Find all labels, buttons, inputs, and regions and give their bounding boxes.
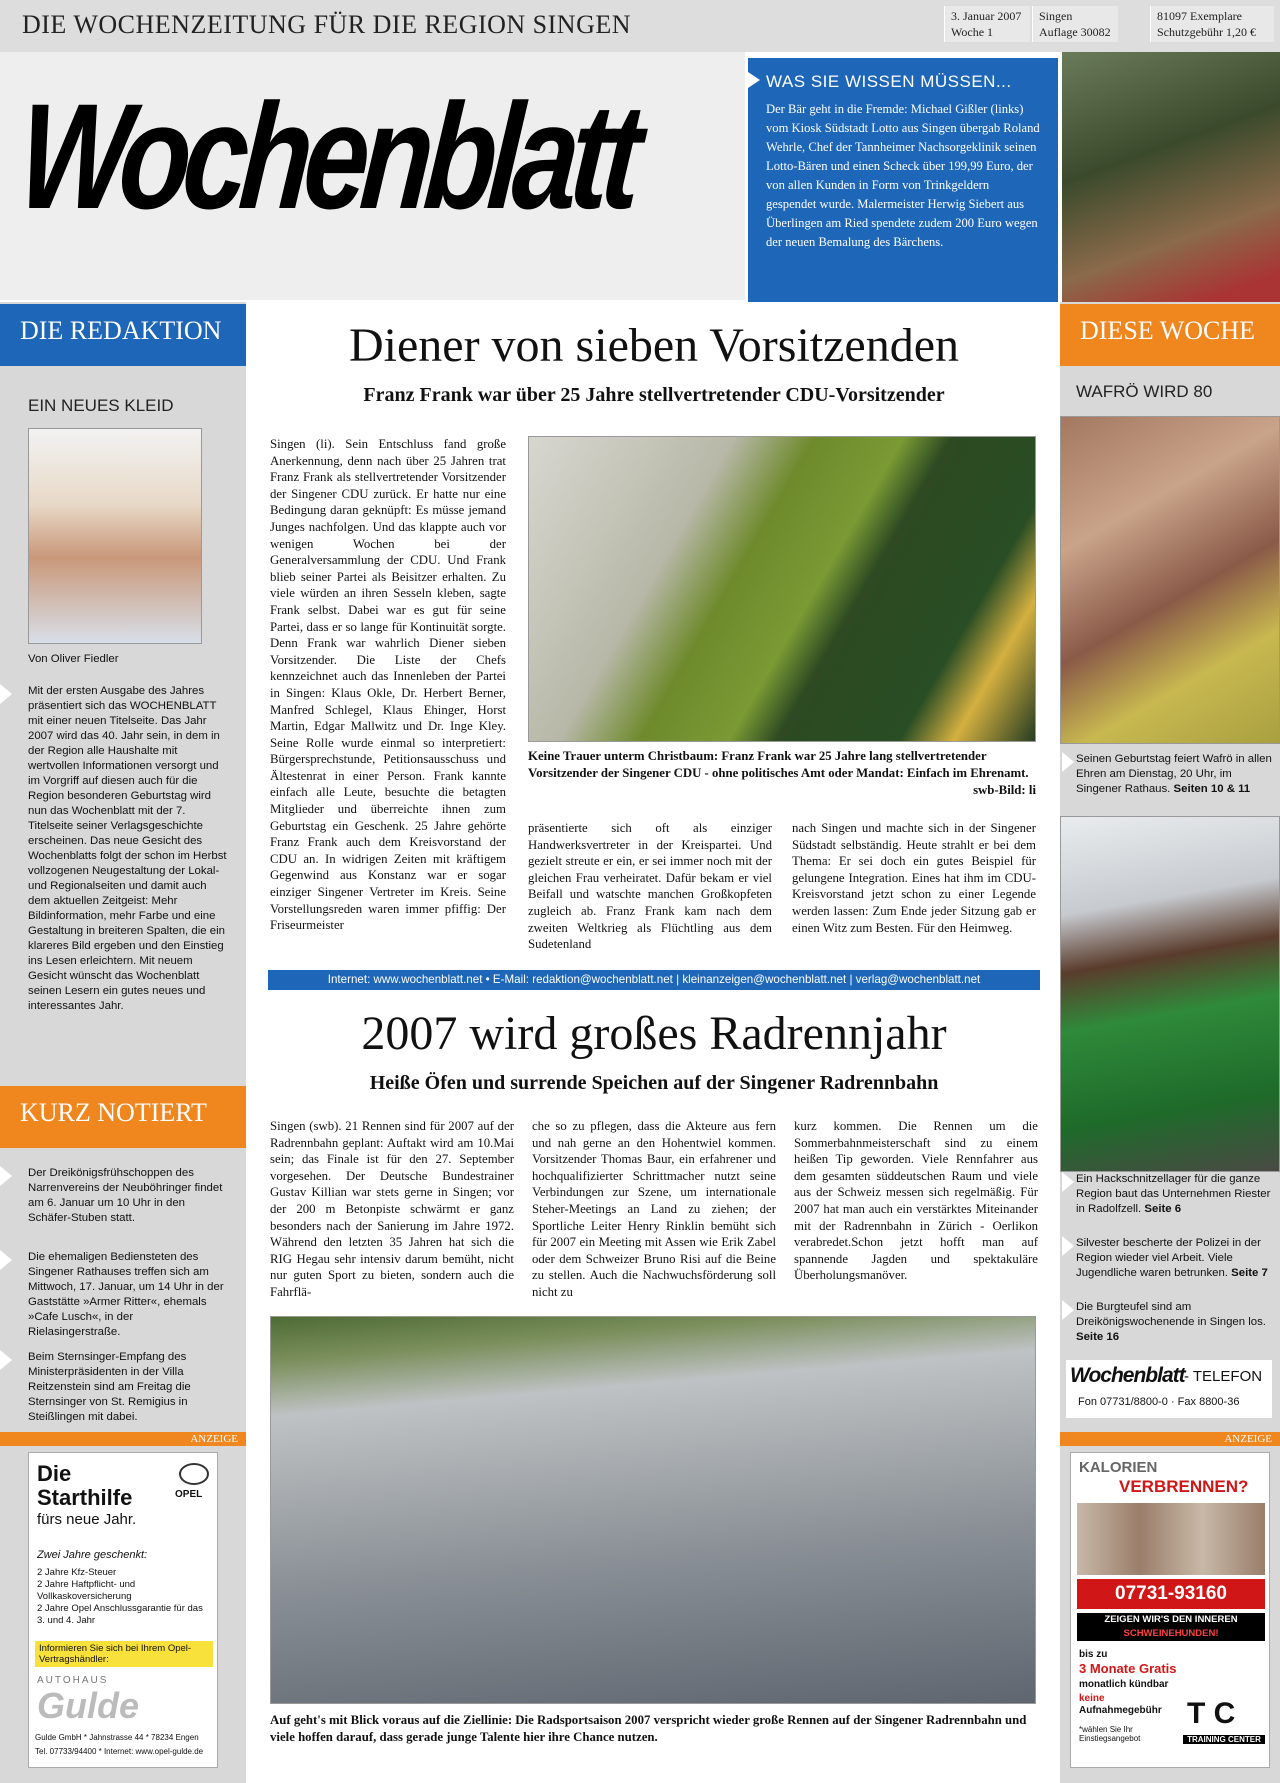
article1-headline: Diener von sieben Vorsitzenden xyxy=(348,319,960,372)
article2-col2: che so zu pflegen, dass die Akteure aus fern und nah gerne an den Hohentwiel kommen. Vorsitzender Thomas Baur, ein erfahrener und hochqualifizierter Schrittmacher nutzt seine Verbindungen zur Szene, um internationale Steher-Meetings an Land zu ziehen; der Sportliche Leiter Henry Rinklin bemüht sich für 2007 ein Meeting mit Assen wie Erik Zabel oder dem Schweizer Bruno Risi auf die Beine zu stellen. Auch die Nachwuchsförderung soll nicht zu xyxy=(532,1119,776,1299)
opel-ad-line1: Die xyxy=(37,1461,72,1486)
article2-headline: 2007 wird großes Radrennjahr xyxy=(361,1007,947,1060)
bullet-arrow-icon xyxy=(1062,752,1076,772)
diese-woche-kicker: WAFRÖ WIRD 80 xyxy=(1076,382,1213,401)
article2-col1: Singen (swb). 21 Rennen sind für 2007 auf der Radrennbahn geplant: Auftakt wird am 10.Mai sein; das Finale ist für den 27. September vorgesehen. Der Deutsche Bundestrainer Gustav Killian war stets gerne in Singen; vor der 200 m Betonpiste schwärmt er ganz besonders nach der Sanierung im Jahre 1972. Während den letzten 35 Jahren hat sich die RIG Hegau sehr intensiv darum bemüht, nicht nur guten Sport zu bieten, sondern auch die Fahrflä- xyxy=(270,1119,514,1299)
issue-fee: Schutzgebühr 1,20 € xyxy=(1157,25,1256,39)
teaser-4 xyxy=(1076,1300,1272,1345)
telefon-label: - TELEFON xyxy=(1184,1368,1263,1385)
opel-logo-icon xyxy=(179,1463,209,1485)
was-sie-wissen-text: Der Bär geht in die Fremde: Michael Gißler (links) vom Kiosk Südstadt Lotto aus Singen übergab Roland Wehrle, Chef der Tannheimer Nachsorgeklinik seinen Lotto-Bären und einen Scheck über 199,99 Euro, der von allen Kunden in Form von Trinkgeldern gespendet wurde. Malermeister Herwig Siebert aus Überlingen am Ried spendete zudem 200 Euro wegen der neuen Bemalung des Bärchens. xyxy=(766,102,1040,249)
opel-ad-item: 2 Jahre Opel Anschlussgarantie für das 3. und 4. Jahr xyxy=(37,1603,203,1626)
bullet-arrow-icon xyxy=(0,684,14,704)
issue-circulation: Auflage 30082 xyxy=(1039,25,1111,39)
teaser-1 xyxy=(1076,752,1272,797)
article1-col2: präsentierte sich oft als einziger Handwerksvertreter in der Kreispartei. Und gezielt streute er ein, er sei immer noch mit der gleichen Frau verheiratet. Dafür bekam er viel Beifall und watschte manchen Großkopfeten zugleich ab. Franz Frank kam nach dem zweiten Weltkrieg als Flüchtling aus dem Sudetenland xyxy=(528,821,772,952)
bullet-arrow-icon xyxy=(0,1166,14,1186)
fitness-offer4: keine xyxy=(1079,1693,1105,1704)
fitness-slogan1: ZEIGEN WIR'S DEN INNEREN xyxy=(1077,1613,1265,1627)
bullet-arrow-icon xyxy=(1062,1236,1076,1256)
teaser-3-page[interactable]: Seite 7 xyxy=(1231,1267,1268,1279)
contact-info-bar: Internet: www.wochenblatt.net • E-Mail: redaktion@wochenblatt.net | kleinanzeigen@wochenblatt.net | verlag@wochenblatt.net xyxy=(268,970,1040,990)
fitness-line1: KALORIEN xyxy=(1079,1459,1158,1476)
opel-ad-line3: fürs neue Jahr. xyxy=(37,1511,137,1528)
arrow-icon xyxy=(748,72,760,88)
tagline: DIE WOCHENZEITUNG FÜR DIE REGION SINGEN xyxy=(22,10,632,39)
teaser-2-page[interactable]: Seite 6 xyxy=(1144,1203,1182,1215)
teaser-4-text: Die Burgteufel sind am Dreikönigswochenende in Singen los. xyxy=(1076,1301,1266,1328)
teaser-2-text: Ein Hackschnitzellager für die ganze Region baut das Unternehmen Riester in Radolfzell. xyxy=(1076,1173,1271,1215)
fitness-offer5: Aufnahmegebühr xyxy=(1079,1705,1162,1716)
redaktion-text: Mit der ersten Ausgabe des Jahres präsentiert sich das WOCHENBLATT mit einer neuen Titelseite. Das Jahr 2007 wird das 40. Jahr sein, in dem in der Region alle Haushalte mit wertvollen Informationen versorgt und im Vorgriff auf diesen auch für die Region besonderen Geburtstag wird nun das Wochenblatt mit der 7. Titelseite seiner Verlagsgeschichte erscheinen. Das neue Gesicht des Wochenblatts folgt der schon im Herbst vollzogenen Neugestaltung der Lokal- und Regionalseiten und damit auch dem aktuellen Zeitgeist: Mehr Bildinformation, mehr Farbe und eine Gestaltung in breiteren Spalten, die ein klareres Bild ergeben und den Einstieg ins Lesen erleichtern. Mit neuem Gesicht wünscht das Wochenblatt seinen Lesern ein gutes neues und interessantes Jahr. xyxy=(28,685,227,1012)
pigs-image xyxy=(1077,1503,1265,1575)
issue-date: 3. Januar 2007 xyxy=(951,9,1022,23)
teaser-3 xyxy=(1076,1236,1272,1281)
redaktion-header: DIE REDAKTION xyxy=(0,304,246,366)
opel-ad-note: Informieren Sie sich bei Ihrem Opel-Vertragshändler: xyxy=(35,1641,213,1667)
was-sie-wissen-title: WAS SIE WISSEN MÜSSEN... xyxy=(766,72,1012,91)
issue-copies: 81097 Exemplare xyxy=(1157,9,1242,23)
issue-place: Singen xyxy=(1039,9,1073,23)
bullet-arrow-icon xyxy=(0,1250,14,1270)
fitness-offer3: monatlich kündbar xyxy=(1079,1679,1169,1690)
article2-col3: kurz kommen. Die Rennen um die Sommerbahnmeisterschaft sind zu einem heißen Tip geworden. Viele Rennfahrer aus dem gesamten süddeutschen Raum und viele aus der Schweiz messen sich regelmäßig. Für 2007 hat man auch ein verstärktes Miteinander mit der Radrennbahn in Zürich - Oerlikon verabredet.Schon jetzt hofft man auf spannende Jagden und spektakuläre Überholungsmanöver. xyxy=(794,1119,1038,1283)
diese-woche-header: DIESE WOCHE xyxy=(1060,304,1280,366)
opel-ad-item: 2 Jahre Haftpflicht- und Vollkaskoversicherung xyxy=(37,1579,136,1602)
was-sie-wissen-box xyxy=(748,58,1058,302)
dealer-name: Gulde xyxy=(37,1685,140,1726)
telefon-box xyxy=(1066,1360,1272,1418)
ad-label-right: ANZEIGE xyxy=(1060,1432,1280,1446)
article1-col3: nach Singen und machte sich in der Singener Südstadt selbständig. Heute strahlt er bei dem Thema: Er sei doch ein gutes Beispiel für gelungene Integration. Eines hat ihm im CDU-Kreisvorstand jetzt schon zu einer Legende werden lassen: Zum Ende jeder Sitzung gab er einen Witz zum Besten. Für den Heimweg. xyxy=(792,821,1036,935)
redaktion-kicker: EIN NEUES KLEID xyxy=(28,396,174,415)
teaser-4-page[interactable]: Seite 16 xyxy=(1076,1331,1120,1343)
fitness-brand: T C xyxy=(1187,1697,1236,1730)
telefon-logo: Wochenblatt xyxy=(1070,1364,1185,1387)
teaser-1-text: Seinen Geburtstag feiert Wafrö in allen Ehren am Dienstag, 20 Uhr, im Singener Rathaus. xyxy=(1076,753,1272,795)
kurz-item-3: Beim Sternsinger-Empfang des Ministerpräsidenten in der Villa Reitzenstein sind am Freitag die Sternsinger von St. Remigius in Steißlingen mit dabei. xyxy=(28,1351,191,1423)
opel-ad xyxy=(28,1452,218,1768)
bullet-arrow-icon xyxy=(1062,1300,1076,1320)
masthead-logo: Wochenblatt xyxy=(12,72,641,240)
wafroe-photo xyxy=(1060,416,1280,744)
dealer-small: AUTOHAUS xyxy=(37,1675,109,1686)
fitness-offer2: 3 Monate Gratis xyxy=(1079,1661,1177,1676)
opel-ad-line2: Starthilfe xyxy=(37,1485,133,1510)
article1-subhead: Franz Frank war über 25 Jahre stellvertretender CDU-Vorsitzender xyxy=(363,384,945,406)
fitness-slogan2: SCHWEINEHUNDEN! xyxy=(1077,1627,1265,1641)
issue-copies-box xyxy=(1150,6,1274,42)
fitness-line2: VERBRENNEN? xyxy=(1119,1477,1249,1496)
fitness-phone: 07731-93160 xyxy=(1077,1579,1265,1609)
dealer-address: Gulde GmbH * Jahnstrasse 44 * 78234 Engen xyxy=(35,1733,199,1742)
wood-chip-photo xyxy=(1060,816,1280,1172)
editor-portrait xyxy=(28,428,202,644)
bullet-arrow-icon xyxy=(1062,1172,1076,1192)
redaktion-byline: Von Oliver Fiedler xyxy=(28,653,119,665)
fitness-ad xyxy=(1070,1452,1270,1768)
ad-label-left: ANZEIGE xyxy=(0,1432,246,1446)
issue-date-box xyxy=(944,6,1030,42)
article1-caption: Keine Trauer unterm Christbaum: Franz Frank war 25 Jahre lang stellvertretender Vorsitzender der Singener CDU - ohne politisches Amt oder Mandat: Einfach im Ehrenamt. xyxy=(528,749,1029,780)
telefon-phone: Fon 07731/8800-0 · Fax 8800-36 xyxy=(1078,1396,1240,1408)
teaser-3-text: Silvester bescherte der Polizei in der Region wieder viel Arbeit. Viele Jugendliche waren betrunken. xyxy=(1076,1237,1261,1279)
opel-ad-item: 2 Jahre Kfz-Steuer xyxy=(37,1567,117,1578)
opel-ad-sub: Zwei Jahre geschenkt: xyxy=(37,1549,148,1561)
bear-handover-photo xyxy=(1062,52,1280,302)
bullet-arrow-icon xyxy=(0,1350,14,1370)
teaser-1-page[interactable]: Seiten 10 & 11 xyxy=(1173,783,1251,795)
article2-subhead: Heiße Öfen und surrende Speichen auf der Singener Radrennbahn xyxy=(369,1072,939,1094)
kurz-notiert-header: KURZ NOTIERT xyxy=(0,1086,246,1148)
kurz-item-2: Die ehemaligen Bediensteten des Singener Rathauses treffen sich am Mittwoch, 17. Januar, um 14 Uhr in der Gaststätte »Armer Ritter«, ehemals »Cafe Lusch«, in der Rielasingerstraße. xyxy=(28,1251,224,1338)
article1-credit: swb-Bild: li xyxy=(973,783,1036,797)
opel-ad-items xyxy=(37,1567,211,1627)
article1-col1: Singen (li). Sein Entschluss fand große Anerkennung, denn nach über 25 Jahren trat Franz Frank als stellvertretender Vorsitzender der Singener CDU zurück. Er hatte nur eine Bedingung daran geknüpft: Es müsse jemand Junges nachfolgen. Und das klappte auch vor wenigen Wochen bei der Generalversammlung der CDU. Und Frank blieb seiner Partei als Beisitzer erhalten. Zu viele würden an ihren Sesseln kleben, sagte Frank selbst. Dabei war es gut für seine Partei, dass er so lange für Kontinuität sorgte. Denn Frank war wahrlich Diener sieben Vorsitzender. Die Liste der Chefs kennzeichnet auch das Innenleben der Partei in Singen: Klaus Okle, Dr. Herbert Berner, Manfred Schlegel, Klaus Ehinger, Horst Martin, Edgar Mallwitz und Dr. Inge Kley. Seine Rolle wurde einmal so interpretiert: Bürgersprechstunde, Petitionsausschuss und Ältestenrat in einer Person. Frank kannte einfach alle Leute, besuchte die betagten Mitglieder und überreichte ihnen zum Geburtstag ein Geschenk. 25 Jahre gehörte Franz Frank auch dem Kreisvorstand der CDU an. In widrigen Zeiten mit kräftigem Gegenwind aus Konstanz war er sogar einziger Singener Vertreter im Kreis. Seine Vorstellungsreden waren immer pfiffig: Der Friseurmeister xyxy=(270,437,506,933)
christmas-tree-photo xyxy=(528,436,1036,742)
kurz-item-1: Der Dreikönigsfrühschoppen des Narrenvereins der Neuböhringer findet am 6. Januar um 10 Uhr in den Schäfer-Stuben statt. xyxy=(28,1167,223,1224)
fitness-note: *wählen Sie Ihr Einstiegsangebot xyxy=(1079,1725,1141,1743)
article2-caption: Auf geht's mit Blick voraus auf die Ziellinie: Die Radsportsaison 2007 verspricht wieder große Rennen auf der Singener Radrennbahn und viele hoffen darauf, dass gerade junge Talente hier ihre Chance nutzen. xyxy=(270,1713,1027,1744)
fitness-offer1: bis zu xyxy=(1079,1649,1108,1660)
opel-brand: OPEL xyxy=(175,1489,203,1500)
issue-week: Woche 1 xyxy=(951,25,994,39)
dealer-contact: Tel. 07733/94400 * Internet: www.opel-gulde.de xyxy=(35,1747,204,1756)
cycling-race-photo xyxy=(270,1316,1036,1704)
fitness-brand-sub: TRAINING CENTER xyxy=(1183,1735,1265,1744)
teaser-2 xyxy=(1076,1172,1272,1217)
issue-circulation-box xyxy=(1032,6,1118,42)
